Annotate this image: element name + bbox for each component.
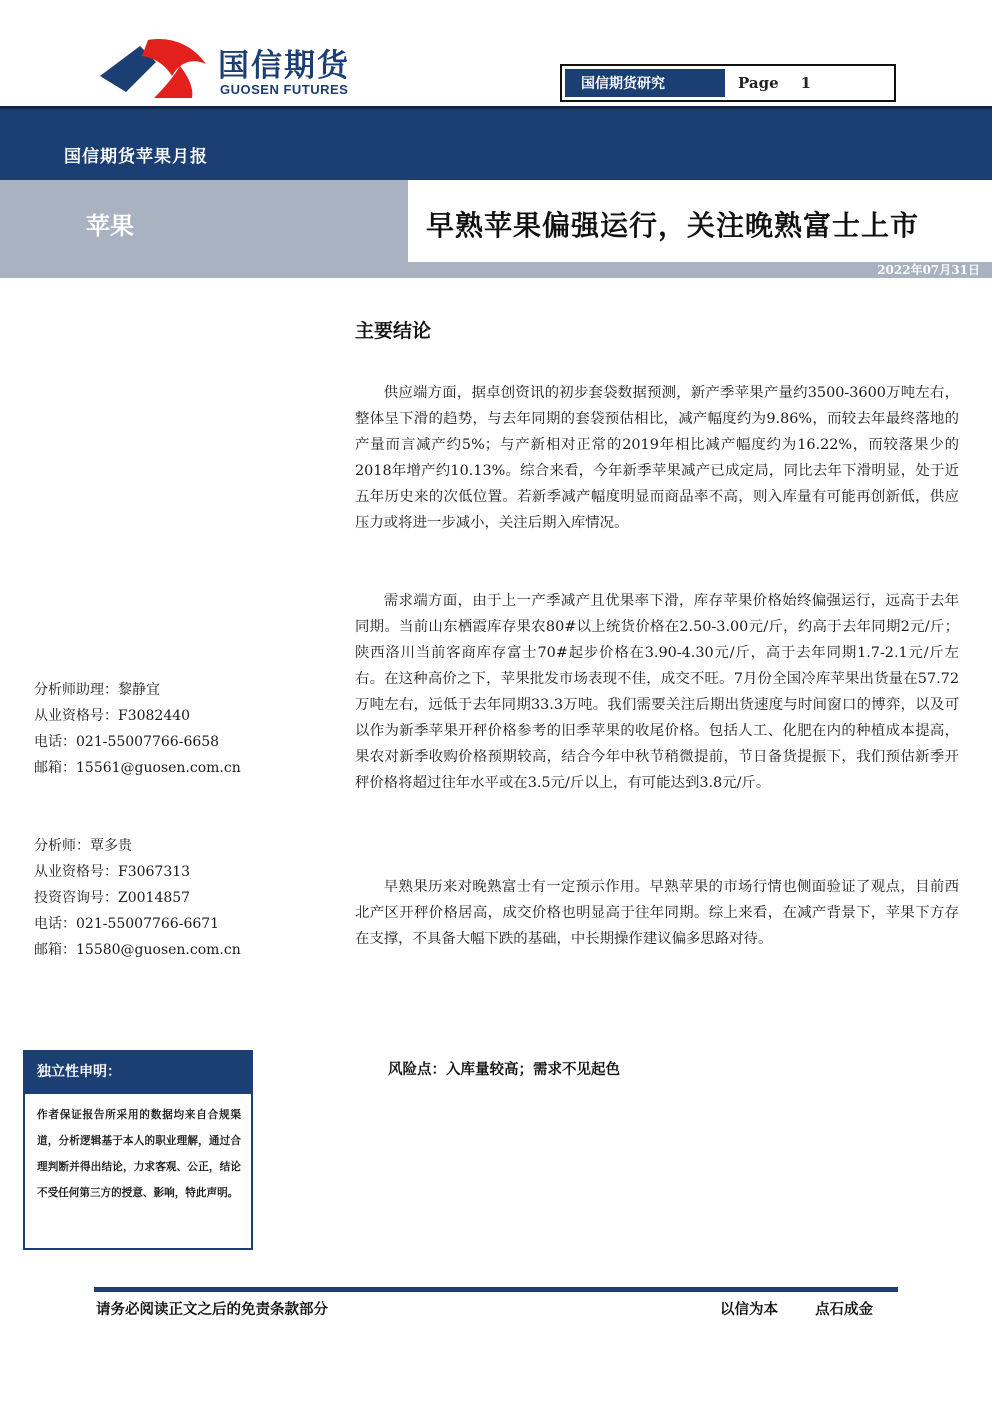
paragraph-summary: 早熟果历来对晚熟富士有一定预示作用。早熟苹果的市场行情也侧面验证了观点，目前西北产区开秤价格居高，成交价格也明显高于往年同期。综上来看，在减产背景下，苹果下方存在支撑，不具备大幅下跌的基础，中长期操作建议偏多思路对待。 (355, 879, 959, 947)
paragraph-demand: 需求端方面，由于上一产季减产且优果率下滑，库存苹果价格始终偏强运行，远高于去年同期。当前山东栖霞库存果农80#以上统货价格在2.50-3.00元/斤，约高于去年同期2元/斤；陕西洛川当前客商库存富士70#起步价格在3.90-4.30元/斤，高于去年同期1.7-2.1元/斤左右。在这种高价之下，苹果批发市场表现不佳，成交不旺。7月份全国冷库苹果出货量在57.72万吨左右，远低于去年同期33.3万吨。我们需要关注后期出货速度与时间窗口的博弈，以及可以作为新季苹果开秤价格参考的旧季苹果的收尾价格。包括人工、化肥在内的种植成本提高，果农对新季收购价格预期较高，结合今年中秋节稍微提前，节日备货提振下，我们预估新季开秤价格将超过往年水平或在3.5元/斤以上，有可能达到3.8元/斤。 (355, 593, 959, 791)
report-date: 2022年07月31日 (877, 263, 980, 277)
page-indicator (560, 64, 896, 102)
analyst-2-email: 邮箱：15580@guosen.com.cn (34, 942, 241, 958)
motto-2: 点石成金 (815, 1301, 874, 1318)
footer-divider (94, 1287, 898, 1292)
analyst-info-1 (34, 677, 241, 781)
category-band (0, 180, 408, 262)
analyst-1-line: 电话：021-55007766-6658 (34, 734, 220, 750)
logo-mark-icon (96, 36, 214, 100)
report-title: 早熟苹果偏强运行，关注晚熟富士上市 (426, 209, 920, 242)
page-number: 1 (800, 74, 812, 92)
report-type: 国信期货苹果月报 (64, 147, 208, 167)
report-type-band (0, 106, 992, 180)
category-label: 苹果 (86, 211, 134, 240)
statement-title: 独立性申明： (25, 1052, 251, 1094)
page-number-box (728, 66, 894, 100)
analyst-2-line: 分析师：覃多贵 (34, 838, 132, 854)
footer-disclaimer: 请务必阅读正文之后的免责条款部分 (96, 1301, 328, 1318)
analyst-2-line: 电话：021-55007766-6671 (34, 916, 220, 932)
independence-statement (23, 1050, 253, 1250)
logo-name-en: GUOSEN FUTURES (220, 82, 349, 97)
analyst-info-2 (34, 833, 241, 963)
main-heading: 主要结论 (355, 320, 432, 342)
analyst-1-line: 分析师助理：黎静宜 (34, 682, 160, 698)
risk-note: 风险点：入库量较高；需求不见起色 (388, 1061, 620, 1078)
motto-1: 以信为本 (720, 1301, 778, 1318)
analyst-1-email: 邮箱：15561@guosen.com.cn (34, 760, 241, 776)
page-label: Page (738, 74, 779, 92)
paragraph-supply: 供应端方面，据卓创资讯的初步套袋数据预测，新产季苹果产量约3500-3600万吨左右，整体呈下滑的趋势，与去年同期的套袋预估相比，减产幅度约为9.86%，而较去年最终落地的产量而言减产约5%；与产新相对正常的2019年相比减产幅度约为16.22%，而较落果少的2018年增产约10.13%。综合来看，今年新季苹果减产已成定局，同比去年下滑明显，处于近五年历史来的次低位置。若新季减产幅度明显而商品率不高，则入库量有可能再创新低，供应压力或将进一步减小，关注后期入库情况。 (355, 385, 959, 531)
analyst-1-line: 从业资格号：F3082440 (34, 708, 191, 724)
date-band (0, 262, 992, 278)
analyst-2-line: 投资咨询号：Z0014857 (34, 890, 191, 906)
analyst-2-line: 从业资格号：F3067313 (34, 864, 191, 880)
research-label: 国信期货研究 (562, 66, 728, 100)
logo-name-cn: 国信期货 (218, 48, 350, 84)
footer-motto (720, 1298, 873, 1319)
company-logo (96, 36, 386, 102)
statement-body: 作者保证报告所采用的数据均来自合规渠道，分析逻辑基于本人的职业理解，通过合理判断并得出结论，力求客观、公正，结论不受任何第三方的授意、影响，特此声明。 (37, 1109, 241, 1199)
